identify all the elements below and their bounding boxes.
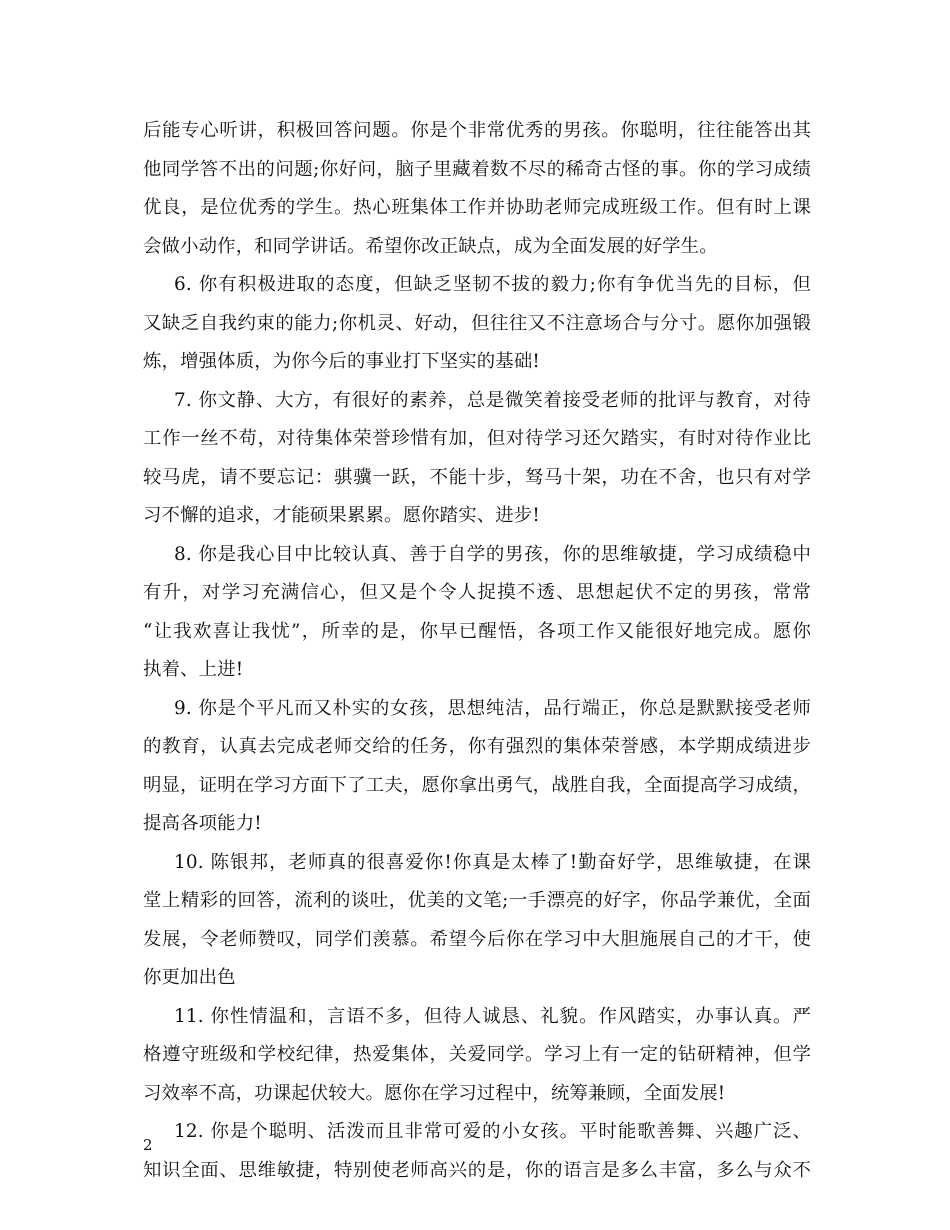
text-line: 8. 你是我心目中比较认真、善于自学的男孩，你的思维敏捷，学习成绩稳中 [174, 543, 811, 565]
text-line: 提高各项能力! [143, 813, 262, 834]
body-text [143, 112, 811, 1190]
text-line: 10. 陈银邦，老师真的很喜爱你!你真是太棒了!勤奋好学，思维敏捷，在课 [174, 851, 811, 873]
text-line: 较马虎，请不要忘记：骐骥一跃，不能十步，驽马十架，功在不舍，也只有对学 [143, 466, 811, 488]
text-line: 工作一丝不苟，对待集体荣誉珍惜有加，但对待学习还欠踏实，有时对待作业比 [143, 428, 811, 449]
text-line: 优良，是位优秀的学生。热心班集体工作并协助老师完成班级工作。但有时上课 [143, 197, 811, 218]
text-line: “让我欢喜让我忧”，所幸的是，你早已醒悟，各项工作又能很好地完成。愿你 [143, 620, 811, 642]
text-line: 明显，证明在学习方面下了工夫，愿你拿出勇气，战胜自我，全面提高学习成绩， [143, 774, 811, 796]
text-line: 后能专心听讲，积极回答问题。你是个非常优秀的男孩。你聪明，往往能答出其 [143, 120, 811, 141]
text-line: 习效率不高，功课起伏较大。愿你在学习过程中，统筹兼顾，全面发展! [143, 1082, 726, 1104]
text-line: 6. 你有积极进取的态度，但缺乏坚韧不拔的毅力;你有争优当先的目标，但 [174, 274, 811, 295]
text-line: 堂上精彩的回答，流利的谈吐，优美的文笔;一手漂亮的好字，你品学兼优，全面 [143, 890, 811, 911]
text-line: 炼，增强体质，为你今后的事业打下坚实的基础! [143, 351, 540, 372]
text-line: 习不懈的追求，才能硕果累累。愿你踏实、进步! [143, 505, 540, 526]
text-line: 你更加出色 [143, 967, 236, 988]
text-line: 11. 你性情温和，言语不多，但待人诚恳、礼貌。作风踏实，办事认真。严 [174, 1005, 811, 1027]
text-line: 格遵守班级和学校纪律，热爱集体，关爱同学。学习上有一定的钻研精神，但学 [143, 1044, 811, 1065]
text-line: 有升，对学习充满信心，但又是个令人捉摸不透、思想起伏不定的男孩，常常 [143, 582, 811, 603]
text-line: 他同学答不出的问题;你好问，脑子里藏着数不尽的稀奇古怪的事。你的学习成绩 [143, 158, 811, 180]
text-line: 又缺乏自我约束的能力;你机灵、好动，但往往又不注意场合与分寸。愿你加强锻 [143, 312, 811, 334]
text-line: 发展，令老师赞叹，同学们羡慕。希望今后你在学习中大胆施展自己的才干，使 [143, 928, 811, 950]
page-number: 2 [143, 1136, 153, 1154]
text-line: 9. 你是个平凡而又朴实的女孩，思想纯洁，品行端正，你总是默默接受老师 [174, 697, 811, 719]
text-line: 会做小动作，和同学讲话。希望你改正缺点，成为全面发展的好学生。 [143, 235, 718, 257]
text-line: 12. 你是个聪明、活泼而且非常可爱的小女孩。平时能歌善舞、兴趣广泛、 [174, 1121, 811, 1142]
text-line: 的教育，认真去完成老师交给的任务，你有强烈的集体荣誉感，本学期成绩进步 [143, 736, 811, 757]
text-line: 执着、上进! [143, 659, 244, 680]
text-line: 知识全面、思维敏捷，特别使老师高兴的是，你的语言是多么丰富，多么与众不 [143, 1159, 811, 1181]
text-line: 7. 你文静、大方，有很好的素养，总是微笑着接受老师的批评与教育，对待 [174, 389, 811, 411]
